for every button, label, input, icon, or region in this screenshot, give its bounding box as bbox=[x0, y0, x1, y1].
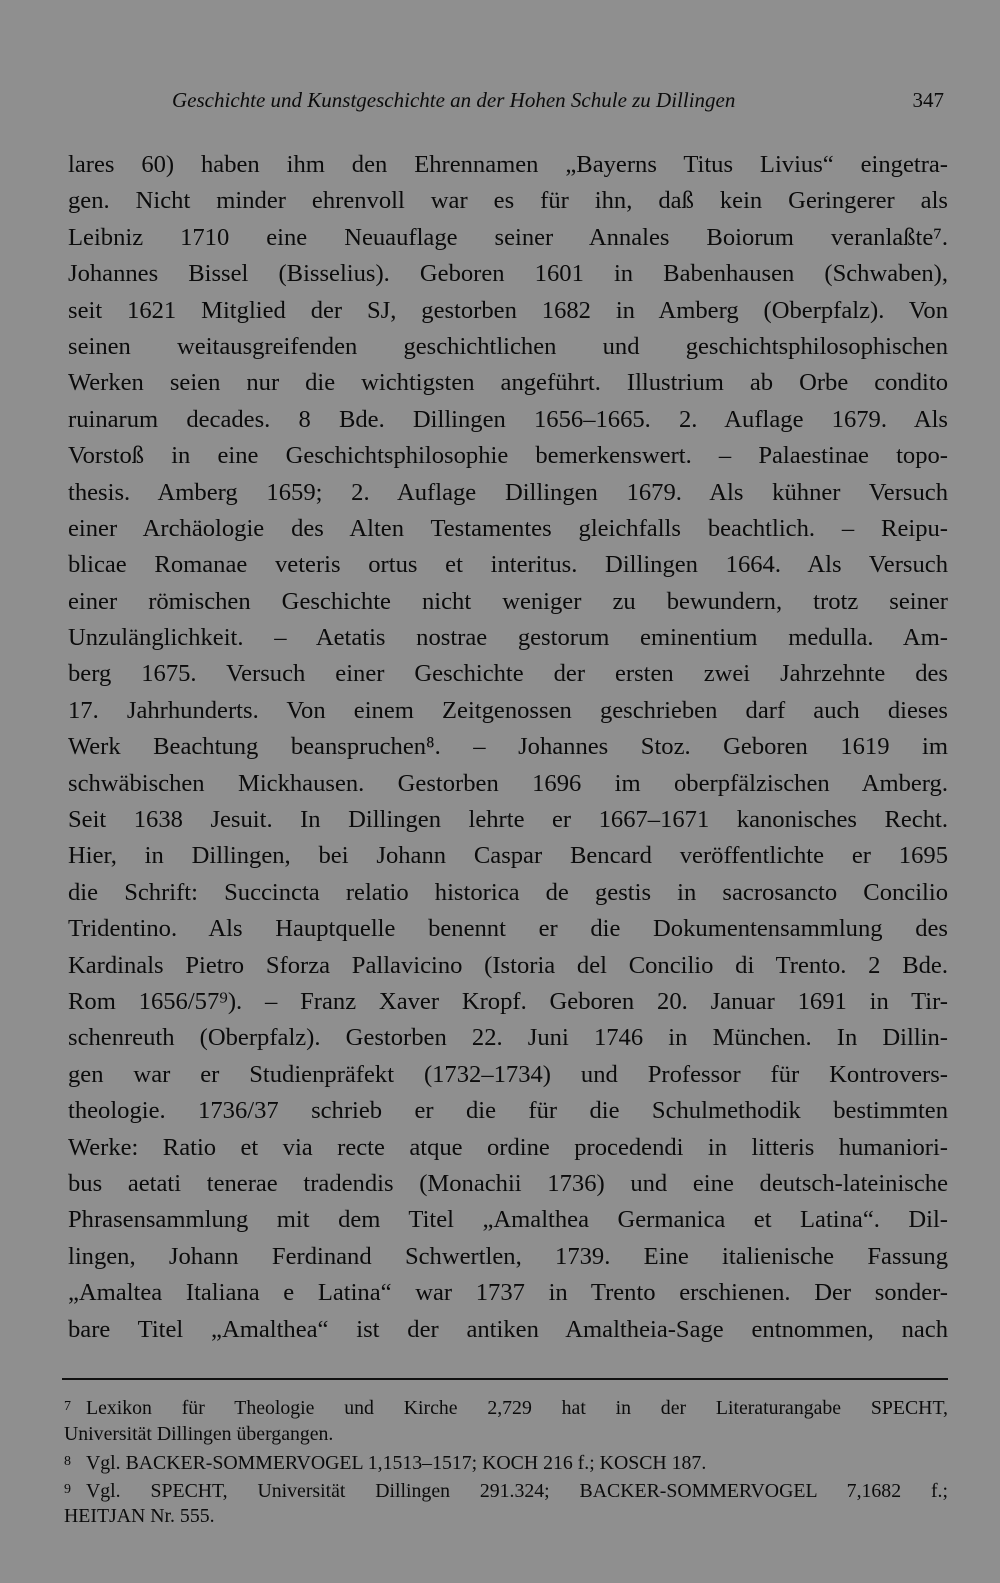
body-line: Tridentino. Als Hauptquelle benennt er die Dokumentensammlung des bbox=[68, 915, 948, 943]
body-line: Johannes Bissel (Bisselius). Geboren 1601 in Babenhausen (Schwaben), bbox=[68, 260, 948, 288]
body-line: die Schrift: Succincta relatio historica de gestis in sacrosancto Concilio bbox=[68, 878, 948, 906]
body-line: seinen weitausgreifenden geschichtlichen und geschichtsphilosophischen bbox=[68, 332, 948, 360]
body-line: bus aetati tenerae tradendis (Monachii 1736) und eine deutsch-lateinische bbox=[68, 1169, 948, 1197]
footnote-9-continuation: HEITJAN Nr. 555. bbox=[64, 1505, 215, 1527]
body-line: schenreuth (Oberpfalz). Gestorben 22. Juni 1746 in München. In Dillin- bbox=[68, 1024, 948, 1052]
footnote-7 bbox=[64, 1393, 948, 1421]
footnote-separator-rule bbox=[62, 1378, 948, 1380]
footnote-7-continuation: Universität Dillingen übergangen. bbox=[64, 1422, 334, 1445]
footnote-8-line-1: Vgl. BACKER-SOMMERVOGEL 1,1513–1517; KOCH 216 f.; KOSCH 187. bbox=[86, 1452, 707, 1474]
footnotes bbox=[64, 1393, 948, 1531]
running-head bbox=[68, 88, 948, 118]
body-line: Werke: Ratio et via recte atque ordine procedendi in litteris humaniori- bbox=[68, 1133, 948, 1161]
footnote-9-line-1: Vgl. SPECHT, Universität Dillingen 291.324; BACKER-SOMMERVOGEL 7,1682 f.; bbox=[86, 1479, 948, 1502]
body-line: lares 60) haben ihm den Ehrennamen „Bayerns Titus Livius“ eingetra- bbox=[68, 151, 948, 178]
body-line: Kardinals Pietro Sforza Pallavicino (Istoria del Concilio di Trento. 2 Bde. bbox=[68, 951, 948, 979]
footnote-9 bbox=[64, 1476, 948, 1504]
body-line: einer römischen Geschichte nicht weniger zu bewundern, trotz seiner bbox=[68, 587, 948, 615]
body-line: lingen, Johann Ferdinand Schwertlen, 1739. Eine italienische Fassung bbox=[68, 1242, 948, 1270]
body-text bbox=[68, 147, 948, 1348]
body-line: Werk Beachtung beanspruchen⁸. – Johannes Stoz. Geboren 1619 im bbox=[68, 733, 948, 761]
body-line: bare Titel „Amalthea“ ist der antiken Amaltheia-Sage entnommen, nach bbox=[68, 1315, 948, 1343]
body-line: einer Archäologie des Alten Testamentes gleichfalls beachtlich. – Reipu- bbox=[68, 514, 948, 542]
body-line: thesis. Amberg 1659; 2. Auflage Dillingen 1679. Als kühner Versuch bbox=[68, 478, 948, 506]
body-line: Hier, in Dillingen, bei Johann Caspar Bencard veröffentlichte er 1695 bbox=[68, 842, 948, 870]
body-line: gen war er Studienpräfekt (1732–1734) und Professor für Kontrovers- bbox=[68, 1060, 948, 1088]
footnote-mark-8: 8 bbox=[64, 1454, 71, 1469]
body-line: gen. Nicht minder ehrenvoll war es für ihn, daß kein Geringerer als bbox=[68, 187, 948, 215]
body-line: blicae Romanae veteris ortus et interitus. Dillingen 1664. Als Versuch bbox=[68, 551, 948, 579]
body-line: „Amaltea Italiana e Latina“ war 1737 in Trento erschienen. Der sonder- bbox=[68, 1279, 948, 1307]
body-line: Vorstoß in eine Geschichtsphilosophie bemerkenswert. – Palaestinae topo- bbox=[68, 442, 948, 470]
footnote-mark-9: 9 bbox=[64, 1481, 71, 1497]
body-line: berg 1675. Versuch einer Geschichte der ersten zwei Jahrzehnte des bbox=[68, 660, 948, 688]
body-line: seit 1621 Mitglied der SJ, gestorben 1682 in Amberg (Oberpfalz). Von bbox=[68, 296, 948, 324]
body-line: Rom 1656/57⁹). – Franz Xaver Kropf. Geboren 20. Januar 1691 in Tir- bbox=[68, 987, 948, 1015]
body-line: Seit 1638 Jesuit. In Dillingen lehrte er 1667–1671 kanonisches Recht. bbox=[68, 806, 948, 834]
body-line: schwäbischen Mickhausen. Gestorben 1696 im oberpfälzischen Amberg. bbox=[68, 769, 948, 797]
footnote-mark-7: 7 bbox=[64, 1399, 71, 1414]
body-line: Leibniz 1710 eine Neuauflage seiner Annales Boiorum veranlaßte⁷. bbox=[68, 223, 948, 251]
body-line: Werken seien nur die wichtigsten angeführt. Illustrium ab Orbe condito bbox=[68, 369, 948, 397]
footnote-7-line-1: Lexikon für Theologie und Kirche 2,729 hat in der Literaturangabe SPECHT, bbox=[86, 1397, 948, 1419]
body-line: Unzulänglichkeit. – Aetatis nostrae gestorum eminentium medulla. Am- bbox=[68, 624, 948, 652]
body-line: ruinarum decades. 8 Bde. Dillingen 1656–1665. 2. Auflage 1679. Als bbox=[68, 405, 948, 433]
body-line: Phrasensammlung mit dem Titel „Amalthea Germanica et Latina“. Dil- bbox=[68, 1206, 948, 1234]
running-title: Geschichte und Kunstgeschichte an der Hohen Schule zu Dillingen bbox=[172, 88, 736, 112]
footnote-8 bbox=[64, 1448, 948, 1476]
page-number: 347 bbox=[912, 88, 944, 112]
body-line: 17. Jahrhunderts. Von einem Zeitgenossen geschrieben darf auch dieses bbox=[68, 696, 948, 724]
body-line: theologie. 1736/37 schrieb er die für die Schulmethodik bestimmten bbox=[68, 1097, 948, 1125]
